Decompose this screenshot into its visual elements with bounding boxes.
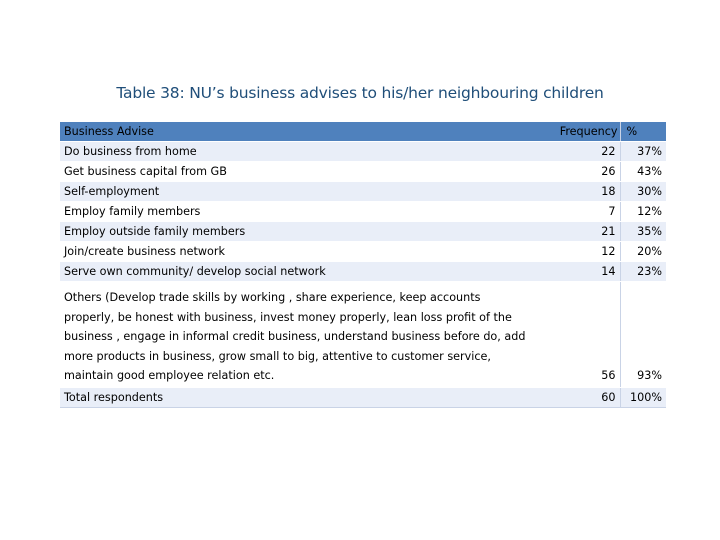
row-percent: 23%	[620, 262, 666, 282]
row-frequency: 56	[534, 282, 620, 388]
row-label: Join/create business network	[60, 242, 534, 262]
row-percent: 37%	[620, 142, 666, 162]
table-row	[60, 387, 666, 407]
row-frequency: 60	[534, 387, 620, 407]
row-frequency: 22	[534, 142, 620, 162]
row-label: Others (Develop trade skills by working , share experience, keep accounts properly, be honest with business, invest money properly, lean loss profit of the business , engage in informal credit business, understand business before do, add more products in business, grow small to big, attentive to customer service, maintain good employee relation etc.	[60, 282, 534, 388]
table-row	[60, 142, 666, 162]
business-advise-table	[60, 122, 666, 408]
row-frequency: 7	[534, 202, 620, 222]
header-business-advise: Business Advise	[60, 122, 534, 142]
table-row	[60, 222, 666, 242]
row-percent: 30%	[620, 182, 666, 202]
row-label: Serve own community/ develop social network	[60, 262, 534, 282]
table-row	[60, 242, 666, 262]
row-label: Do business from home	[60, 142, 534, 162]
row-percent: 93%	[620, 282, 666, 388]
table-row	[60, 262, 666, 282]
row-frequency: 14	[534, 262, 620, 282]
table-row	[60, 202, 666, 222]
header-frequency: Frequency	[534, 122, 620, 142]
table-row	[60, 182, 666, 202]
row-percent: 100%	[620, 387, 666, 407]
row-frequency: 26	[534, 162, 620, 182]
table-header-row	[60, 122, 666, 142]
row-percent: 43%	[620, 162, 666, 182]
table-title: Table 38: NU’s business advises to his/her neighbouring children	[116, 84, 604, 102]
table-row	[60, 162, 666, 182]
row-frequency: 21	[534, 222, 620, 242]
row-percent: 35%	[620, 222, 666, 242]
row-frequency: 12	[534, 242, 620, 262]
row-label: Self-employment	[60, 182, 534, 202]
row-label: Employ outside family members	[60, 222, 534, 242]
row-label: Employ family members	[60, 202, 534, 222]
row-percent: 12%	[620, 202, 666, 222]
table-row	[60, 282, 666, 388]
row-frequency: 18	[534, 182, 620, 202]
row-label: Get business capital from GB	[60, 162, 534, 182]
header-percent: %	[620, 122, 666, 142]
row-percent: 20%	[620, 242, 666, 262]
row-label: Total respondents	[60, 387, 534, 407]
